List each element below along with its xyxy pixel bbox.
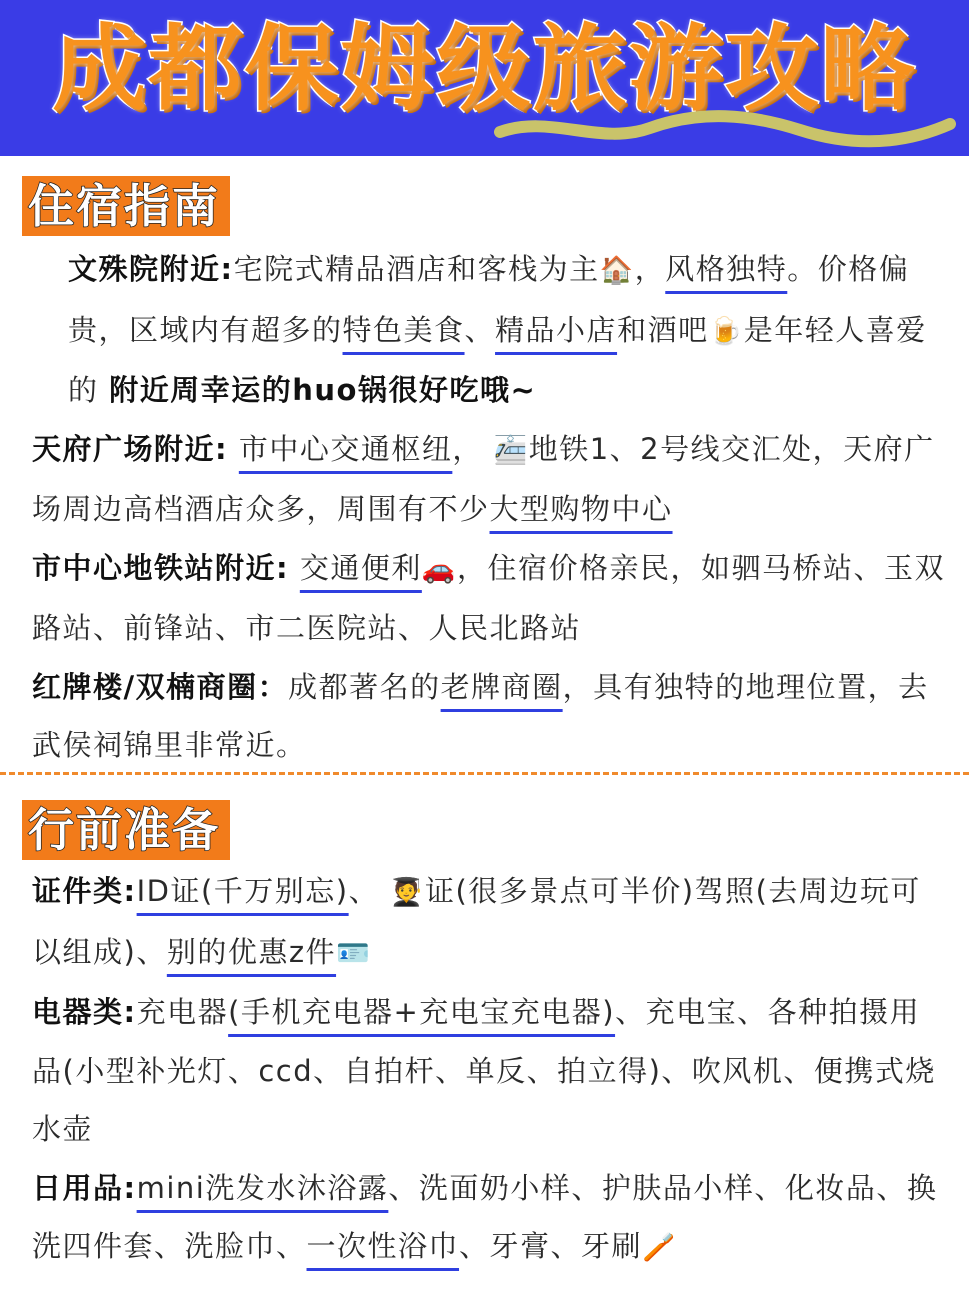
hotpot-tip: 附近周幸运的huo锅很好吃哦~ (109, 373, 537, 407)
text: 、洗面奶小样、护肤品小样、化妆品、换洗四件套、洗脸巾、 (32, 1170, 938, 1263)
text: 和酒吧 (617, 312, 709, 347)
label-hongpailou: 红牌楼/双楠商圈： (32, 669, 289, 704)
section-heading-accommodation: 住宿指南 (22, 176, 230, 236)
car-icon: 🚗 (421, 553, 457, 585)
highlight-disposable-towel: 一次性浴巾 (306, 1229, 460, 1263)
preparation-section (32, 862, 947, 1278)
squiggle-decoration (490, 110, 960, 150)
text: 。价格偏贵，区域内有超多的 (68, 252, 910, 347)
label-documents: 证件类: (32, 874, 137, 908)
section-divider (0, 772, 969, 775)
text: ， (634, 252, 666, 286)
accommodation-section (32, 240, 947, 775)
student-icon: 🧑‍🎓 (389, 877, 425, 908)
text: 充电器 (136, 995, 229, 1029)
house-icon: 🏠 (599, 255, 635, 286)
label-metro-stations: 市中心地铁站附近: (32, 550, 290, 585)
page-title: 成都保姆级旅游攻略 (52, 15, 917, 124)
metro-icon: 🚈 (493, 434, 529, 466)
text: 、充电宝、各种拍摄用品(小型补光灯、ccd、自拍杆、单反、拍立得)、吹风机、便携式烧水壶 (32, 995, 936, 1146)
highlight-id-card: ID证(千万别忘) (136, 874, 349, 908)
highlight-boutique-shops: 精品小店 (495, 312, 618, 347)
toothbrush-icon: 🪥 (642, 1232, 678, 1263)
highlight-old-shopping-area: 老牌商圈 (440, 669, 563, 704)
paragraph-documents (32, 862, 947, 983)
text: 地铁1、2号线交汇处，天府广场周边高档酒店众多，周围有不少 (32, 431, 935, 526)
highlight-special-food: 特色美食 (342, 312, 465, 347)
highlight-convenient-transport: 交通便利 (299, 550, 422, 585)
text: 、 (464, 312, 496, 347)
label-electronics: 电器类: (32, 995, 137, 1029)
highlight-unique-style: 风格独特 (665, 252, 788, 286)
beer-icon: 🍺 (708, 315, 744, 347)
text: 成都著名的 (288, 669, 441, 704)
paragraph-wenshuyuan (32, 240, 947, 420)
text: 、 (348, 874, 380, 908)
text: 是年轻人喜爱的 (68, 312, 927, 407)
paragraph-hongpailou (32, 658, 947, 775)
text: ， (452, 431, 483, 466)
paragraph-metro-stations (32, 539, 947, 658)
title-banner (0, 0, 969, 156)
highlight-mini-toiletries: mini洗发水沐浴露 (136, 1170, 389, 1205)
label-tianfu-square: 天府广场附近: (32, 431, 229, 466)
paragraph-daily-items (32, 1159, 947, 1278)
highlight-other-discount-ids: 别的优惠z件 (166, 934, 337, 969)
text: ，住宿价格亲民，如驷马桥站、玉双路站、前锋站、市二医院站、人民北路站 (32, 550, 945, 645)
highlight-transport-hub: 市中心交通枢纽 (238, 431, 453, 466)
text: ，具有独特的地理位置，去武侯祠锦里非常近。 (32, 669, 929, 762)
section-heading-preparation: 行前准备 (22, 800, 230, 860)
paragraph-tianfu-square (32, 420, 947, 539)
label-daily-items: 日用品: (32, 1170, 137, 1205)
id-card-icon: 🪪 (336, 937, 372, 969)
text: 、牙膏、牙刷 (459, 1229, 643, 1263)
paragraph-electronics (32, 983, 947, 1159)
text: 证(很多景点可半价)驾照(去周边玩可以组成)、 (32, 874, 921, 969)
label-wenshuyuan: 文殊院附近: (68, 252, 234, 286)
highlight-shopping-center: 大型购物中心 (489, 492, 673, 526)
highlight-chargers: (手机充电器+充电宝充电器) (228, 995, 616, 1029)
text: 宅院式精品酒店和客栈为主 (233, 252, 600, 286)
